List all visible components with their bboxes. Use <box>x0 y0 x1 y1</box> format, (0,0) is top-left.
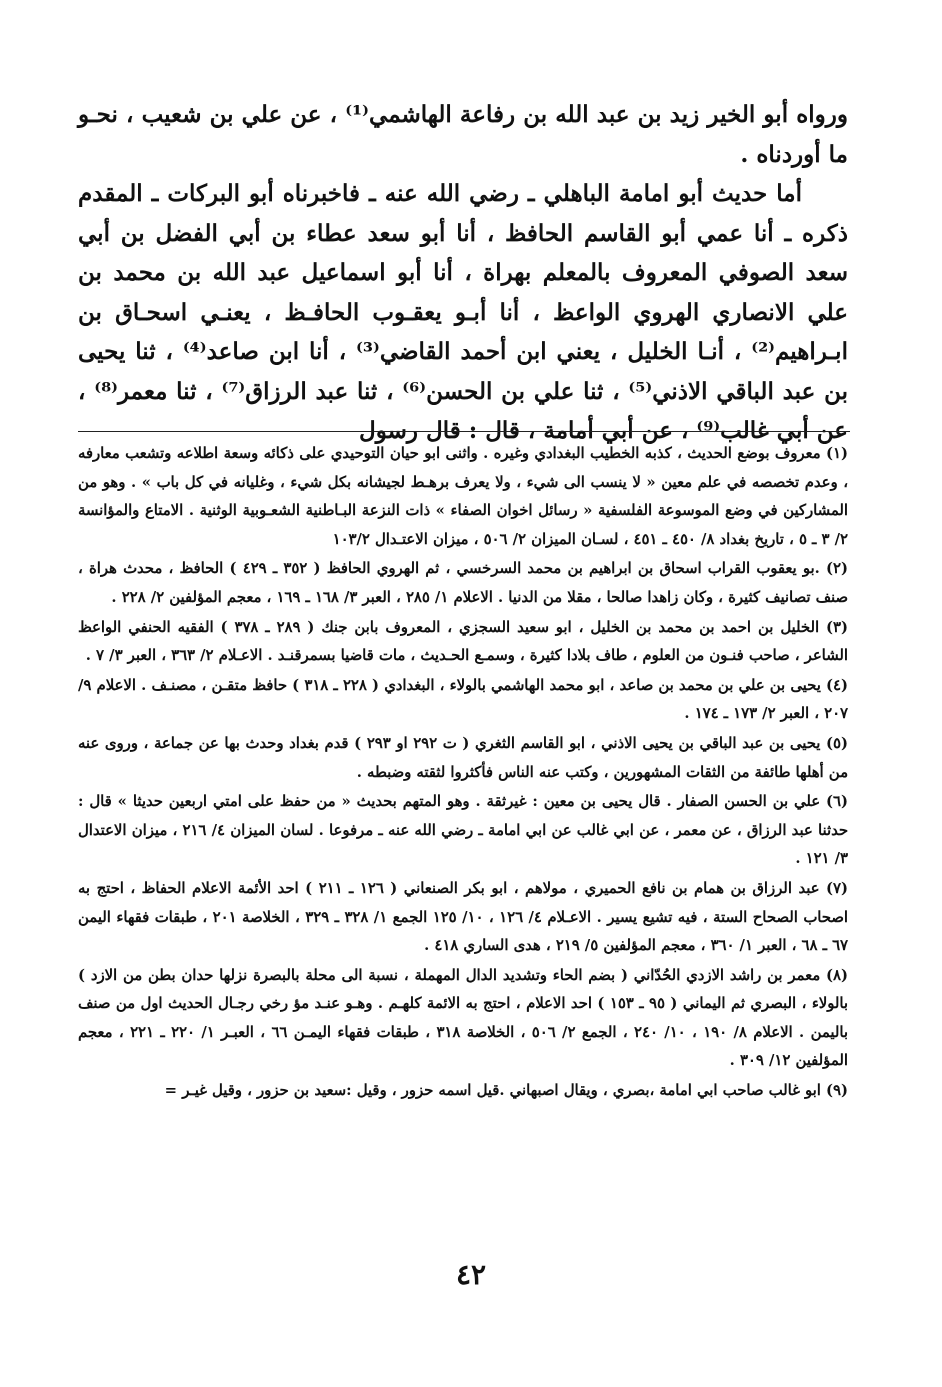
footnote-8: (٨) معمر بن راشد الازدي الحُدّاني ( بضم الحاء وتشديد الدال المهملة ، نسبة الى محلة بالبصرة نزلها حدان بطن من الازد ) بالولاء ، البصري ثم اليماني ( ٩٥ ـ ١٥٣ ) احد الاعلام ، احتج به الائمة كلهـم . وهـو عنـد مؤ رخي رجـال الحديث اول من صنف باليمن . الاعلام ٨/ ١٩٠ ، ١٠/ ٢٤٠ ، الجمع ٢/ ٥٠٦ ، الخلاصة ٣١٨ ، طبقات فقهاء اليمـن ٦٦ ، العبـر ١/ ٢٢٠ ـ ٢٢١ ، معجم المؤلفين ١٢/ ٣٠٩ . <box>78 966 849 1070</box>
paragraph-1: ورواه أبو الخير زيد بن عبد الله بن رفاعة الهاشمي⁽¹⁾ ، عن علي بن شعيب ، نحـو ما أوردناه . <box>78 101 848 168</box>
footnote-6: (٦) علي بن الحسن الصفار . قال يحيى بن معين : غيرثقة . وهو المتهم بحديث « من حفظ على امتي اربعين حديثا » قال : حدثنا عبد الرزاق ، عن معمر ، عن ابي غالب عن ابي امامة ـ رضي الله عنه ـ مرفوعا . لسان الميزان ٤/ ٢١٦ ، ميزان الاعتدال ٣/ ١٢١ . <box>78 793 848 868</box>
footnote-1: (١) معروف بوضع الحديث ، كذبه الخطيب البغدادي وغيره . واثنى ابو حيان التوحيدي على ذكائه وسعة اطلاعه وتشعب معارفه ، وعدم تخصصه في علم معين « لا ينسب الى شيء ، ولا يعرف برهـط لجيشانه بكل شيء ، وغليانه في كل باب » . وهو من المشاركين في وضع الموسوعة الفلسفية « رسائل اخوان الصفاء » ذات النزعة البـاطنية الشعـوبية الوثنية . الامتاع والمؤانسة ٢/ ٣ ـ ٥ ، تاريخ بغداد ٨/ ٤٥٠ ـ ٤٥١ ، لسـان الميزان ٢/ ٥٠٦ ، ميزان الاعتـدال ١٠٣/٢ <box>78 445 848 548</box>
footnote-9: (٩) ابو غالب صاحب ابي امامة ،بصري ، ويقال اصبهاني .قيل اسمه حزور ، وقيل :سعيد بن حزور ، وقيل غيـر = <box>164 1082 848 1100</box>
footnote-divider <box>78 431 850 432</box>
footnote-4: (٤) يحيى بن علي بن محمد بن صاعد ، ابو محمد الهاشمي بالولاء ، البغدادي ( ٢٢٨ ـ ٣١٨ ) حافظ متقـن ، مصنـف . الاعلام ٩/ ٢٠٧ ، العبر ٢/ ١٧٣ ـ ١٧٤ . <box>78 676 848 723</box>
footnote-2: (٢) .بو يعقوب القراب اسحاق بن ابراهيم بن محمد السرخسي ، ثم الهروي الحافظ ( ٣٥٢ ـ ٤٢٩ ) الحافظ ، محدث هراة ، صنف تصانيف كثيرة ، وكان زاهدا صالحا ، مقلا من الدنيا . الاعلام ١/ ٢٨٥ ، العبر ٣/ ١٦٨ ـ ١٦٩ ، معجم المؤلفين ٢/ ٢٢٨ . <box>78 560 849 606</box>
paragraph-2: أما حديث أبو امامة الباهلي ـ رضي الله عنه ـ فاخبرناه أبو البركات ـ المقدم ذكره ـ أنا عمي أبو القاسم الحافظ ، أنا أبو سعد عطاء بن أبي الفضل بن أبي سعد الصوفي المعروف بالمعلم بهراة ، أنا أبو اسماعيل عبد الله بن محمد بن علي الانصاري الهروي الواعظ ، أنا أبـو يعقـوب الحافـظ ، يعنـي اسحـاق بن ابـراهيم⁽²⁾ ، أنـا الخليل ، يعني ابن أحمد القاضي⁽³⁾ ، أنا ابن صاعد⁽⁴⁾ ، ثنا يحيى بن عبد الباقي الاذني⁽⁵⁾ ، ثنا علي بن الحسن⁽⁶⁾ ، ثنا عبد الرزاق⁽⁷⁾ ، ثنا معمر⁽⁸⁾ ، عن أبي غالب⁽⁹⁾ ، عن أبي أمامة ، قال : قال رسول <box>78 180 849 444</box>
footnotes <box>78 440 848 1107</box>
footnote-5: (٥) يحيى بن عبد الباقي بن يحيى الاذني ، ابو القاسم الثغري ( ت ٢٩٢ او ٢٩٣ ) قدم بغداد وحدث بها عن جماعة ، وروى عنه من أهلها طائفة من الثقات المشهورين ، وكتب عنه الناس فأكثروا لثقته وضبطه . <box>78 734 848 781</box>
page-number: ٤٢ <box>455 1258 487 1291</box>
footnote-3: (٣) الخليل بن احمد بن محمد بن الخليل ، ابو سعيد السجزي ، المعروف بابن جنك ( ٢٨٩ ـ ٣٧٨ ) الفقيه الحنفي الواعظ الشاعر ، صاحب فنـون من العلوم ، طاف بلادا كثيرة ، وسمـع الحـديث ، مات قاضيا بسمرقنـد . الاعـلام ٢/ ٣٦٣ ، العبر ٣/ ٧ . <box>78 618 848 665</box>
footnote-7: (٧) عبد الرزاق بن همام بن نافع الحميري ، مولاهم ، ابو بكر الصنعاني ( ١٢٦ ـ ٢١١ ) احد الأئمة الاعلام الحفاظ ، احتج به اصحاب الصحاح الستة ، فيه تشيع يسير . الاعـلام ٤/ ١٢٦ ، ١٠/ ١٢٥ الجمع ١/ ٣٢٨ ـ ٣٢٩ ، الخلاصة ٢٠١ ، طبقات فقهاء اليمن ٦٧ ـ ٦٨ ، العبر ١/ ٣٦٠ ، معجم المؤلفين ٥/ ٢١٩ ، هدى الساري ٤١٨ . <box>78 879 849 955</box>
main-text <box>78 95 848 451</box>
